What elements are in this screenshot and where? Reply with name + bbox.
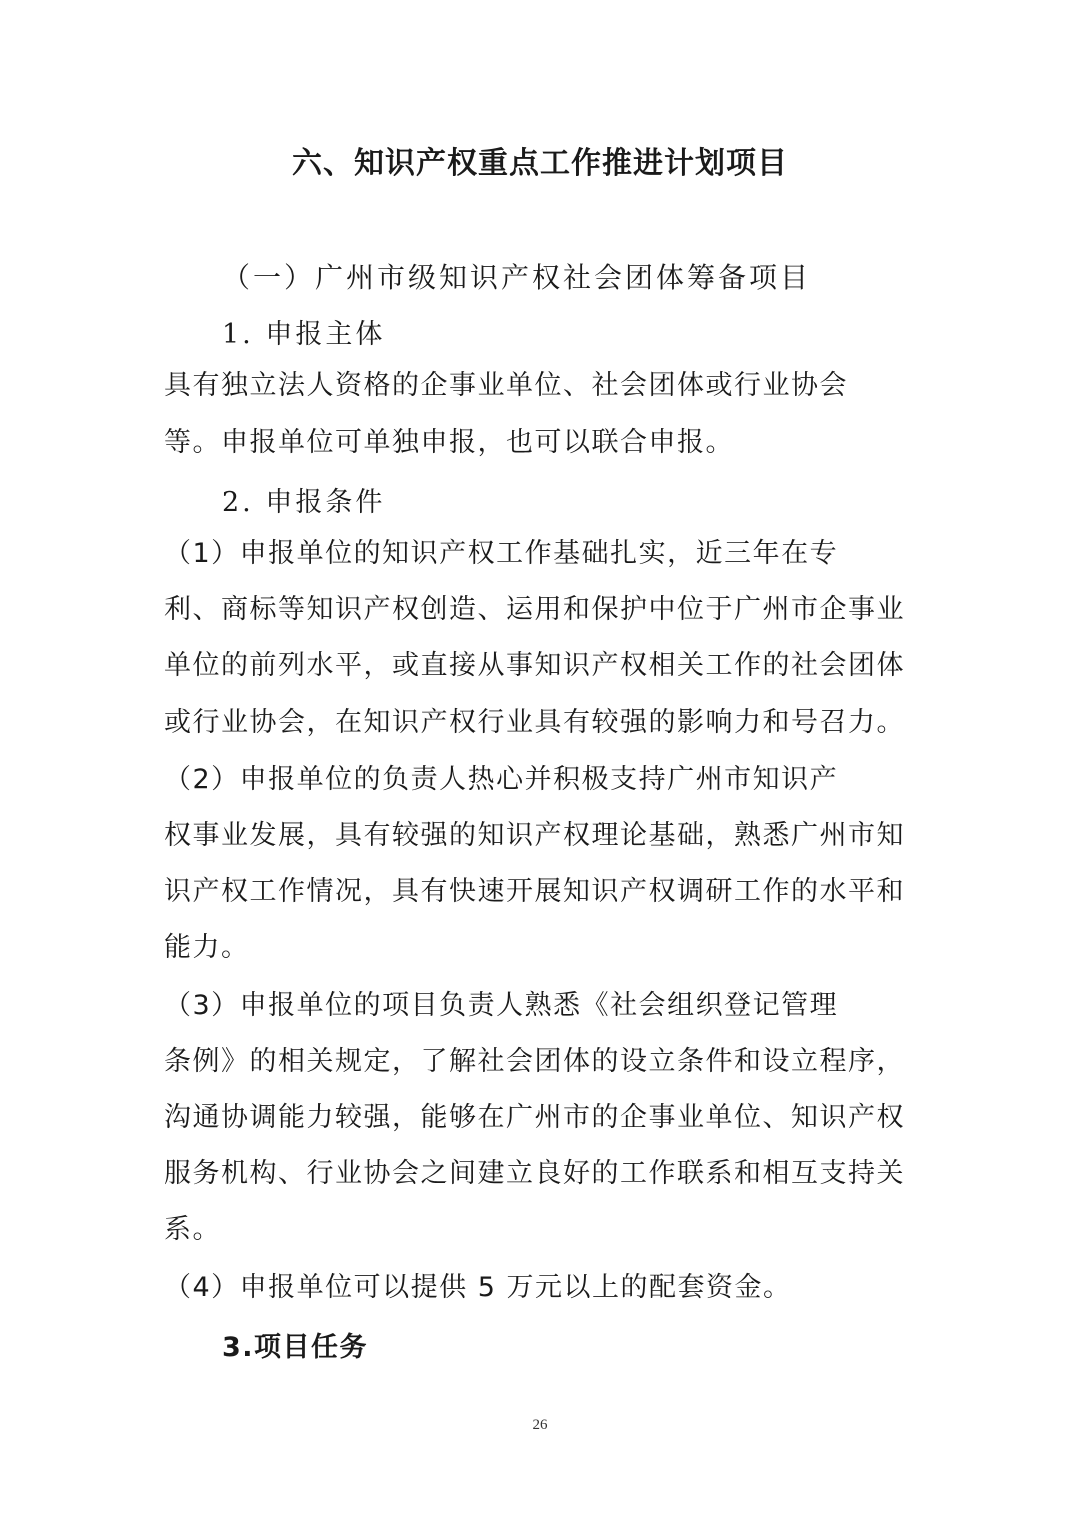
section-heading: （一）广州市级知识产权社会团体筹备项目 <box>222 261 812 294</box>
paragraph-line: 权事业发展，具有较强的知识产权理论基础，熟悉广州市知 <box>164 820 905 851</box>
page-title: 六、知识产权重点工作推进计划项目 <box>292 146 788 181</box>
paragraph-line: 能力。 <box>164 932 250 963</box>
subsection-heading-tasks: 3.项目任务 <box>222 1332 369 1363</box>
paragraph-line: 利、商标等知识产权创造、运用和保护中位于广州市企事业 <box>164 594 905 625</box>
paragraph-line: 条例》的相关规定，了解社会团体的设立条件和设立程序， <box>164 1046 905 1077</box>
subsection-heading-conditions: 2. 申报条件 <box>222 487 386 518</box>
paragraph-line: 具有独立法人资格的企事业单位、社会团体或行业协会 <box>164 370 848 401</box>
paragraph-line: 沟通协调能力较强，能够在广州市的企事业单位、知识产权 <box>164 1102 905 1133</box>
page-number: 26 <box>532 1417 548 1433</box>
paragraph-line: 等。申报单位可单独申报，也可以联合申报。 <box>164 427 734 458</box>
subsection-heading-applicant: 1. 申报主体 <box>222 319 386 350</box>
paragraph-line: 单位的前列水平，或直接从事知识产权相关工作的社会团体 <box>164 650 905 681</box>
paragraph-line: 系。 <box>164 1214 221 1245</box>
paragraph-line: 服务机构、行业协会之间建立良好的工作联系和相互支持关 <box>164 1158 905 1189</box>
paragraph-line: （3）申报单位的项目负责人熟悉《社会组织登记管理 <box>164 990 839 1021</box>
paragraph-line: 或行业协会，在知识产权行业具有较强的影响力和号召力。 <box>164 707 905 738</box>
paragraph-line: 识产权工作情况，具有快速开展知识产权调研工作的水平和 <box>164 876 905 907</box>
paragraph-line: （1）申报单位的知识产权工作基础扎实，近三年在专 <box>164 538 839 569</box>
paragraph-line: （4）申报单位可以提供 5 万元以上的配套资金。 <box>164 1272 792 1303</box>
paragraph-line: （2）申报单位的负责人热心并积极支持广州市知识产 <box>164 764 839 795</box>
